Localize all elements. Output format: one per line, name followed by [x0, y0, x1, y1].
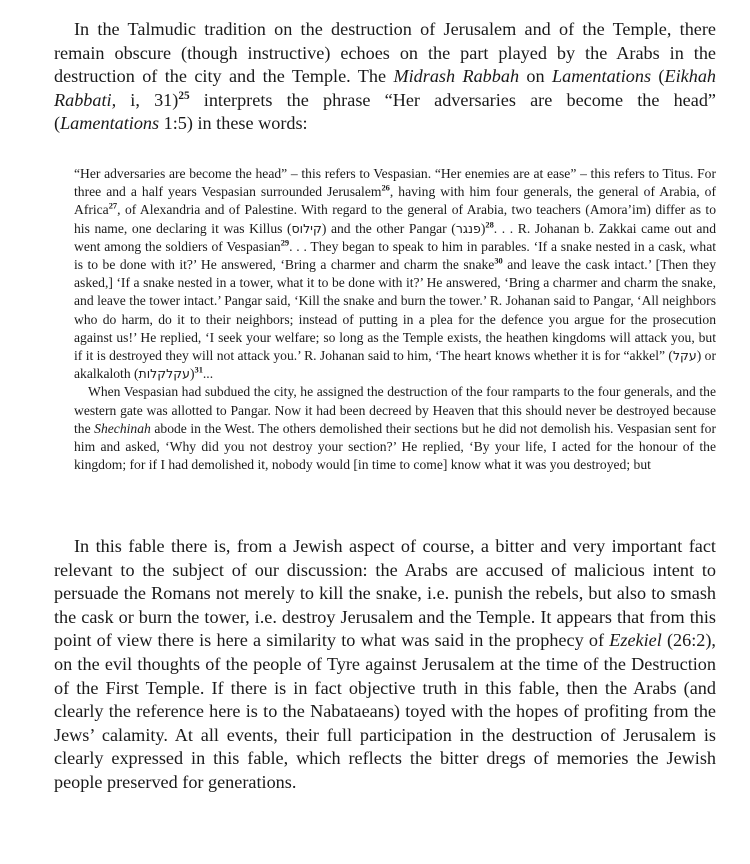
quote-text: “Her adversaries are become the head” – this refers to Vespasian. “Her enemies are at ease” – this refers to Titus. For three and a half years Vespasian surrounded Jerusalem	[74, 166, 716, 200]
discussion-text: (26:2), on the evil thoughts of the people of Tyre against Jerusalem at the time of the Destruction of the First Temple. If there is in fact objective truth in this fable, then the Arabs (and clearly the reference here is to the Nabataeans) toyed with the hopes of profiting from the Jews’ calamity. At all events, their full participation in the destruction of Jerusalem is clearly expressed in this fable, which reflects the bitter dregs of memories the Jewish people preserved for generations.	[54, 630, 716, 792]
footnote-ref-31: 31	[194, 364, 203, 375]
quote-text: abode in the West. The others demolished their sections but he did not demolish his. Vespasian sent for him and asked, ‘Why did you not destroy your section?’ He replied, ‘By your life, I acted for the honour of the kingdom; for if I had demolished it, nobody would [in time to come] know what it was you destroyed; but	[74, 420, 716, 473]
quote-text: ) or akalkaloth (	[74, 348, 717, 382]
footnote-ref-25: 25	[178, 89, 190, 102]
footnote-ref-28: 28	[485, 219, 494, 230]
intro-text: on	[519, 66, 552, 87]
lamentations-title: Lamentations	[552, 66, 652, 87]
hebrew-akkel: עקל	[672, 348, 697, 364]
quote-text: )	[189, 366, 195, 382]
quotation-paragraph	[74, 165, 716, 383]
quote-text: , of Alexandria and of Palestine. With regard to the general of Arabia, two teachers (Amora’im) differ as to his name, one declaring it was Killus (	[74, 202, 716, 236]
quote-text: . . . R. Johanan b. Zakkai came out and went among the soldiers of Vespasian	[74, 220, 716, 254]
quote-text: , having with him four generals, the general of Arabia, of Africa	[74, 184, 717, 218]
intro-text: In the Talmudic tradition on the destruction of Jerusalem and of the Temple, there remain obscure (though instructive) echoes on the part played by the Arabs in the destruction of the city and the Temple. The	[54, 19, 716, 87]
discussion-paragraph	[54, 535, 716, 795]
midrash-rabbah-title: Midrash Rabbah	[393, 66, 520, 87]
intro-text: i, 31)	[116, 89, 179, 110]
quotation-paragraph	[74, 383, 716, 474]
discussion-text: In this fable there is, from a Jewish aspect of course, a bitter and very important fact relevant to the subject of our discussion: the Arabs are accused of malicious intent to persuade the Romans not merely to kill the snake, i.e. punish the rebels, but also to smash the cask or burn the tower, i.e. destroy Jerusalem and the Temple. It appears that from this point of view there is here a similarity to what was said in the prophecy of	[54, 536, 716, 651]
lamentations-reference: Lamentations	[60, 113, 160, 134]
midrash-quotation	[74, 165, 716, 474]
footnote-ref-27: 27	[108, 200, 118, 211]
quote-text: and leave the cask intact.’ [Then they asked,] ‘If a snake nested in a tower, what it to be done with it?’ He answered, ‘Bring a charmer and charm the snake, and leave the tower intact.’ Pangar said, ‘Kill the snake and burn the tower.’ R. Johanan said to Pangar, ‘All neighbors who do harm, do it to their neighbors; instead of putting in a plea for the defence you argue for the prosecution against us!’ He replied, ‘I seek your welfare; so long as the Temple exists, the heathen kingdoms will attack you, but if it is destroyed they will not attack you.’ R. Johanan said to him, ‘The heart knows whether it is for “akkel” (	[74, 257, 716, 364]
intro-text: (	[651, 66, 665, 87]
hebrew-pangar: פנגר	[455, 220, 481, 236]
hebrew-akalkaloth: עקלקלות	[138, 366, 190, 382]
intro-paragraph	[54, 18, 716, 136]
quote-text: )	[480, 220, 486, 236]
quote-text: . . . They began to speak to him in parables. ‘If a snake nested in a cask, what is to be done with it?’ He answered, ‘Bring a charmer and charm the snake	[74, 238, 717, 273]
intro-text: 1:5) in these words:	[159, 113, 308, 134]
intro-text: interprets the phrase “Her adversaries are become the head” (	[54, 89, 716, 134]
hebrew-killus: קילוס	[291, 220, 322, 236]
ezekiel-reference: Ezekiel	[609, 630, 662, 651]
footnote-ref-26: 26	[381, 182, 390, 193]
footnote-ref-29: 29	[280, 237, 290, 248]
quote-text: ...	[202, 366, 214, 382]
footnote-ref-30: 30	[494, 255, 503, 266]
quote-text: When Vespasian had subdued the city, he assigned the destruction of the four ramparts to the four generals, and the western gate was allotted to Pangar. Now it had been decreed by Heaven that this should never be destroyed because the	[74, 384, 716, 436]
quote-text: ) and the other Pangar (	[321, 220, 456, 236]
eikhah-rabbati-title: Eikhah Rabbati,	[54, 66, 717, 110]
shechinah-term: Shechinah	[94, 420, 151, 436]
